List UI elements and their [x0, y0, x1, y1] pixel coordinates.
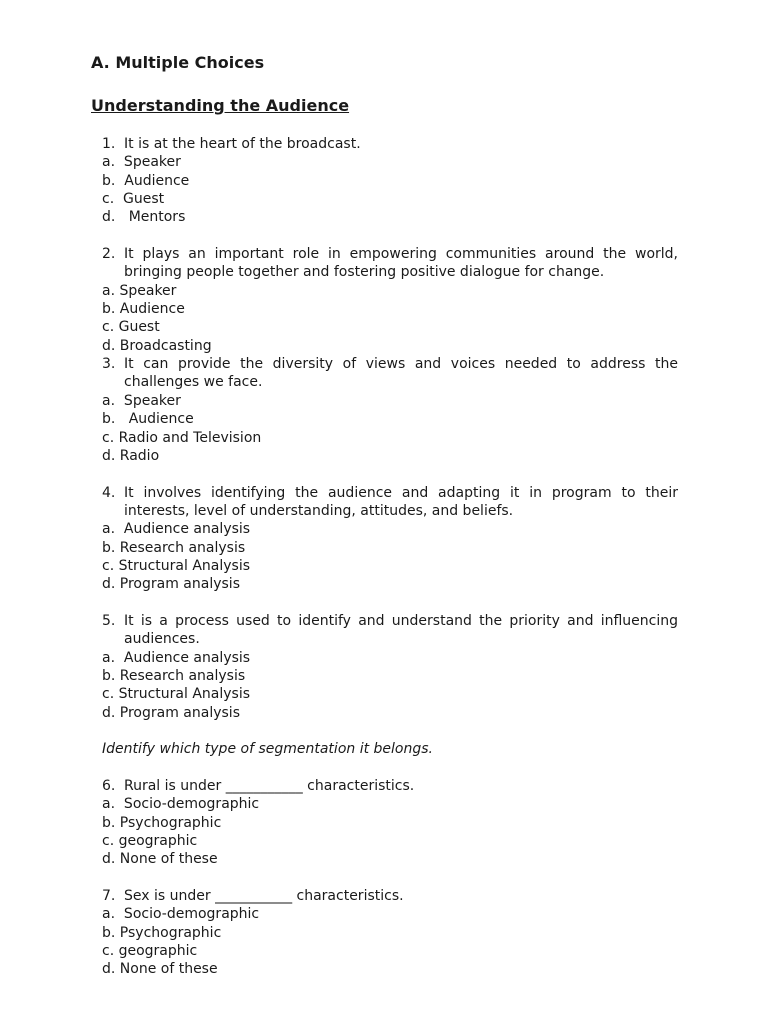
- option-a: a. Speaker: [102, 154, 181, 171]
- question-number: 7.: [102, 888, 116, 905]
- option-c: c. geographic: [102, 833, 198, 850]
- option-d: d. None of these: [102, 961, 218, 978]
- option-c: c. geographic: [102, 943, 198, 960]
- question-4: [102, 484, 678, 594]
- question-number: 4.: [102, 484, 116, 501]
- question-number: 2.: [102, 246, 116, 263]
- question-1: [102, 135, 678, 227]
- option-c: c. Structural Analysis: [102, 557, 251, 574]
- question-5: [102, 612, 678, 722]
- option-b: b. Psychographic: [102, 924, 222, 941]
- question-text: Sex is under ___________ characteristics.: [124, 888, 404, 905]
- option-d: d. Radio: [102, 447, 160, 464]
- question-number: 6.: [102, 778, 116, 795]
- option-b: b. Audience: [102, 301, 185, 318]
- question-6: [102, 777, 678, 869]
- option-a: a. Audience analysis: [102, 649, 251, 666]
- question-text: It is at the heart of the broadcast.: [124, 136, 361, 152]
- question-number: 5.: [102, 612, 116, 629]
- segmentation-instruction: Identify which type of segmentation it belongs.: [102, 741, 433, 758]
- question-number: 3.: [102, 356, 116, 373]
- option-b: b. Psychographic: [102, 814, 222, 831]
- question-text: It involves identifying the audience and adapting it in program to their interests, level of understanding, attitudes, and beliefs.: [124, 484, 678, 519]
- question-3: [102, 355, 678, 465]
- option-a: a. Audience analysis: [102, 521, 251, 538]
- section-subheading: Understanding the Audience: [91, 96, 350, 115]
- option-d: d. Mentors: [102, 209, 186, 226]
- question-text: It plays an important role in empowering communities around the world, bringing people together and fostering positive dialogue for change.: [124, 246, 678, 281]
- question-list: [102, 135, 678, 979]
- option-b: b. Audience: [102, 172, 190, 189]
- question-7: [102, 887, 678, 979]
- option-c: c. Guest: [102, 191, 165, 208]
- question-number: 1.: [102, 136, 116, 152]
- option-a: a. Speaker: [102, 282, 177, 299]
- option-a: a. Socio-demographic: [102, 906, 260, 923]
- option-b: b. Audience: [102, 411, 194, 428]
- option-d: d. Program analysis: [102, 704, 240, 721]
- option-d: d. Program analysis: [102, 576, 240, 593]
- option-d: d. Broadcasting: [102, 337, 212, 354]
- option-b: b. Research analysis: [102, 667, 246, 684]
- question-text: It can provide the diversity of views and voices needed to address the challenges we face.: [124, 356, 678, 391]
- section-heading: A. Multiple Choices: [91, 53, 265, 72]
- option-b: b. Research analysis: [102, 539, 246, 556]
- question-text: It is a process used to identify and understand the priority and influencing audiences.: [124, 612, 678, 648]
- option-a: a. Socio-demographic: [102, 796, 260, 813]
- option-c: c. Radio and Television: [102, 429, 262, 446]
- option-d: d. None of these: [102, 851, 218, 868]
- option-c: c. Guest: [102, 319, 160, 336]
- question-2: [102, 245, 678, 355]
- question-text: Rural is under ___________ characteristics.: [124, 778, 415, 795]
- option-a: a. Speaker: [102, 392, 181, 409]
- option-c: c. Structural Analysis: [102, 686, 251, 703]
